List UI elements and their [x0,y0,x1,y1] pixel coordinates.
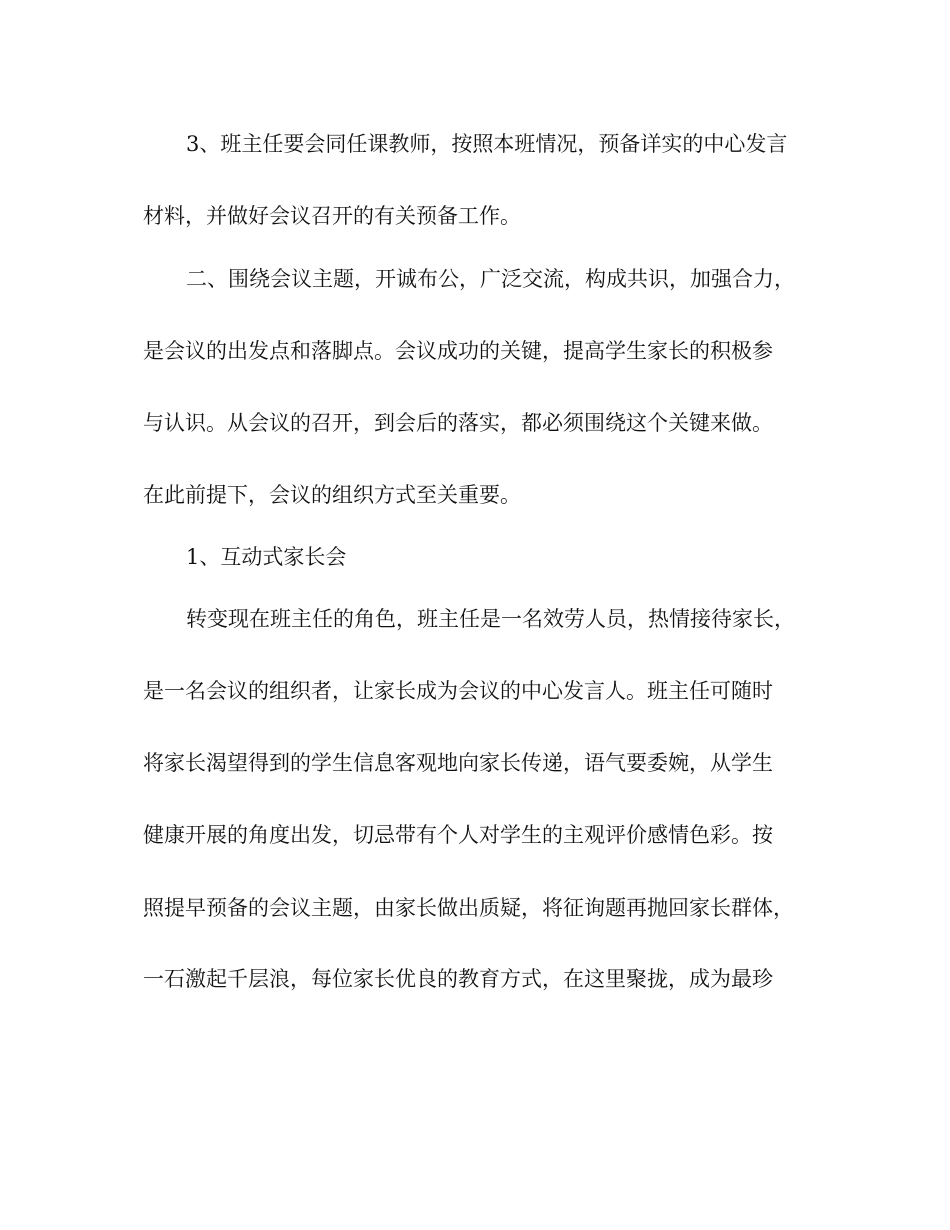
text-line: 健康开展的角度出发，切忌带有个人对学生的主观评价感情色彩。按 [143,823,773,847]
text-line: 照提早预备的会议主题，由家长做出质疑，将征询题再抛回家长群体， [143,896,794,920]
text-line: 一石激起千层浪，每位家长优良的教育方式，在这里聚拢，成为最珍 [143,967,773,991]
text-line: 将家长渴望得到的学生信息客观地向家长传递，语气要委婉，从学生 [143,751,773,775]
text-line: 是会议的出发点和落脚点。会议成功的关键，提高学生家长的积极参 [143,339,773,363]
text-line: 与认识。从会议的召开，到会后的落实，都必须围绕这个关键来做。 [143,411,773,435]
text-line: 转变现在班主任的角色，班主任是一名效劳人员，热情接待家长， [186,607,795,631]
text-line: 二、围绕会议主题，开诚布公，广泛交流，构成共识，加强合力， [186,267,795,291]
text-line: 材料，并做好会议召开的有关预备工作。 [143,204,521,228]
text-line: 在此前提下，会议的组织方式至关重要。 [143,483,521,507]
text-line: 3、班主任要会同任课教师，按照本班情况，预备详实的中心发言 [186,132,788,156]
text-line: 是一名会议的组织者，让家长成为会议的中心发言人。班主任可随时 [143,679,773,703]
section-heading: 1、互动式家长会 [186,545,347,569]
